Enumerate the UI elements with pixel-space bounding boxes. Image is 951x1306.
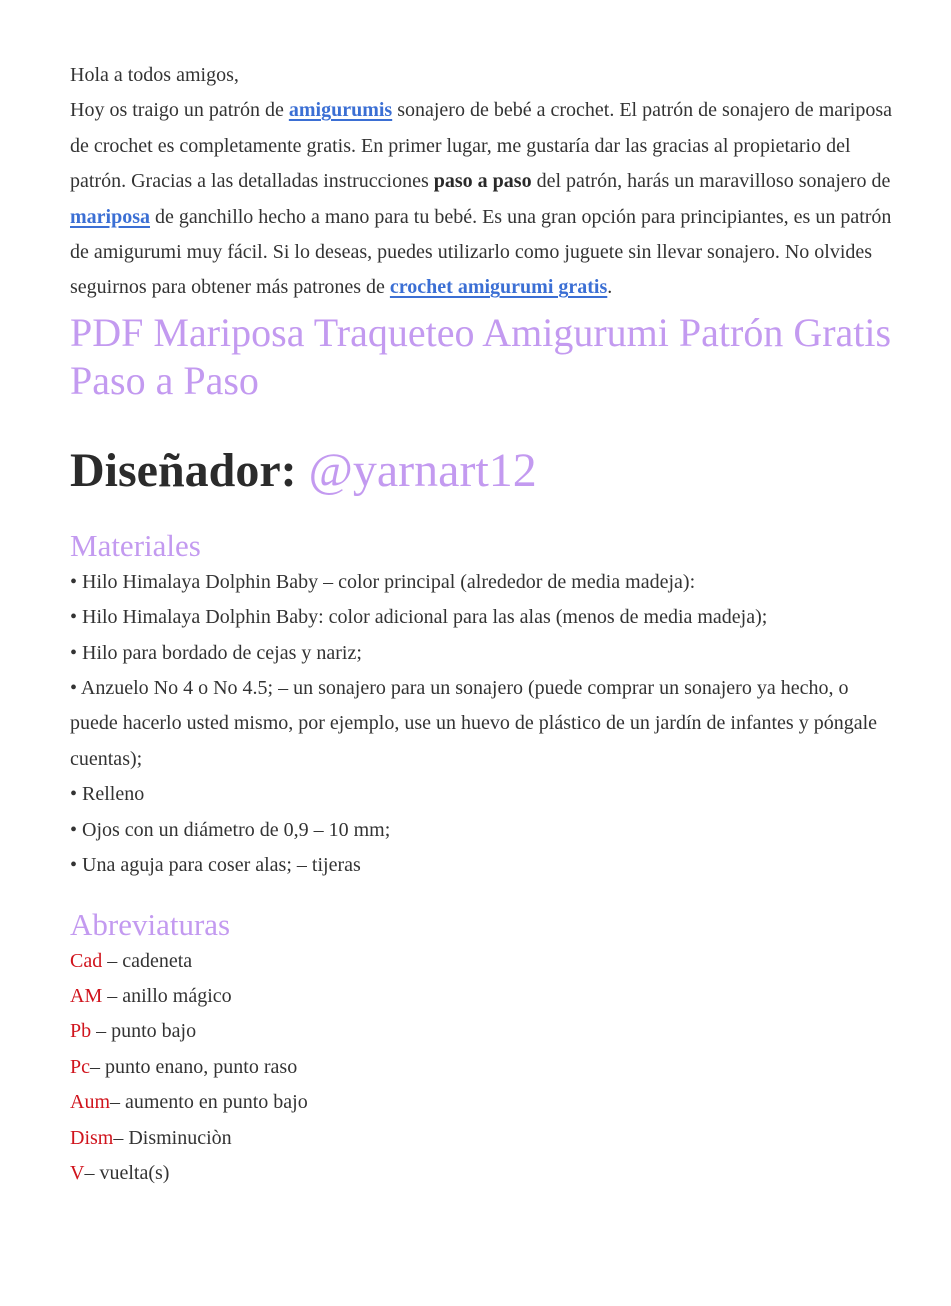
designer-handle: @yarnart12 — [308, 443, 537, 497]
page-title: PDF Mariposa Traqueteo Amigurumi Patrón Gratis Paso a Paso — [70, 309, 892, 403]
list-item: • Relleno — [70, 783, 145, 806]
abbreviation-item — [70, 1085, 900, 1120]
abbreviation-separator: – — [102, 984, 123, 1007]
abbreviation-definition: punto enano, punto raso — [105, 1055, 298, 1078]
materials-list — [70, 565, 900, 884]
list-item: • Una aguja para coser alas; – tijeras — [70, 854, 361, 877]
abbreviation-term: V — [70, 1161, 85, 1184]
link-amigurumis[interactable]: amigurumis — [288, 99, 393, 122]
abbreviation-term: Aum — [70, 1091, 110, 1114]
link-mariposa[interactable]: mariposa — [70, 205, 150, 228]
intro-text-2: sonajero de bebé a crochet. El patrón de sonajero de mariposa de crochet es completamente gratis. En primer lugar, me gustaría dar las gracias al propietario del patrón. Gracias a las detalladas instrucciones — [70, 99, 892, 193]
abbreviations-list — [70, 944, 900, 1192]
designer-label: Diseñador: — [70, 443, 297, 497]
link-crochet-amigurumi-gratis[interactable]: crochet amigurumi gratis — [389, 276, 608, 299]
abbreviations-heading: Abreviaturas — [70, 906, 231, 942]
intro-paragraph — [70, 93, 900, 305]
abbreviation-definition: aumento en punto bajo — [125, 1091, 308, 1114]
intro-text-5: . — [607, 276, 613, 299]
list-item: • Hilo Himalaya Dolphin Baby: color adicional para las alas (menos de media madeja); — [70, 606, 768, 629]
abbreviation-separator: – — [102, 949, 123, 972]
abbreviation-item — [70, 944, 900, 979]
greeting: Hola a todos amigos, — [70, 64, 239, 86]
abbreviation-term: Pc — [70, 1055, 90, 1078]
abbreviation-definition: Disminuciòn — [128, 1126, 232, 1149]
bold-paso-a-paso: paso a paso — [433, 170, 532, 193]
abbreviation-definition: anillo mágico — [122, 984, 232, 1007]
abbreviation-term: Cad — [70, 949, 103, 972]
abbreviation-item — [70, 1014, 900, 1049]
abbreviation-term: AM — [70, 984, 103, 1007]
abbreviation-definition: punto bajo — [111, 1020, 197, 1043]
abbreviation-separator: – — [110, 1091, 125, 1114]
list-item: • Hilo Himalaya Dolphin Baby – color principal (alrededor de media madeja): — [70, 570, 696, 593]
abbreviation-separator: – — [91, 1020, 112, 1043]
abbreviation-definition: vuelta(s) — [99, 1161, 170, 1184]
abbreviation-item — [70, 1156, 900, 1191]
abbreviation-separator: – — [113, 1126, 129, 1149]
designer-heading — [70, 443, 900, 499]
abbreviation-term: Pb — [70, 1020, 92, 1043]
list-item: • Hilo para bordado de cejas y nariz; — [70, 641, 362, 664]
list-item: • Ojos con un diámetro de 0,9 – 10 mm; — [70, 818, 391, 841]
intro-text-1: Hoy os traigo un patrón de — [70, 99, 289, 122]
abbreviation-item — [70, 1050, 900, 1085]
abbreviation-definition: cadeneta — [122, 949, 193, 972]
abbreviation-separator: – — [84, 1161, 100, 1184]
abbreviation-item — [70, 1121, 900, 1156]
list-item: • Anzuelo No 4 o No 4.5; – un sonajero para un sonajero (puede comprar un sonajero ya hecho, o puede hacerlo usted mismo, por ejemplo, use un huevo de plástico de un jardín de infantes y póngale cuentas); — [70, 677, 878, 770]
intro-text-4: de ganchillo hecho a mano para tu bebé. Es una gran opción para principiantes, es un patrón de amigurumi muy fácil. Si lo deseas, puedes utilizarlo como juguete sin llevar sonajero. No olvides seguirnos para obtener más patrones de — [70, 205, 892, 299]
abbreviation-term: Dism — [70, 1126, 114, 1149]
materials-heading: Materiales — [70, 527, 201, 563]
intro-text-3: del patrón, harás un maravilloso sonajero de — [531, 170, 891, 193]
abbreviation-item — [70, 979, 900, 1014]
abbreviation-separator: – — [90, 1055, 105, 1078]
